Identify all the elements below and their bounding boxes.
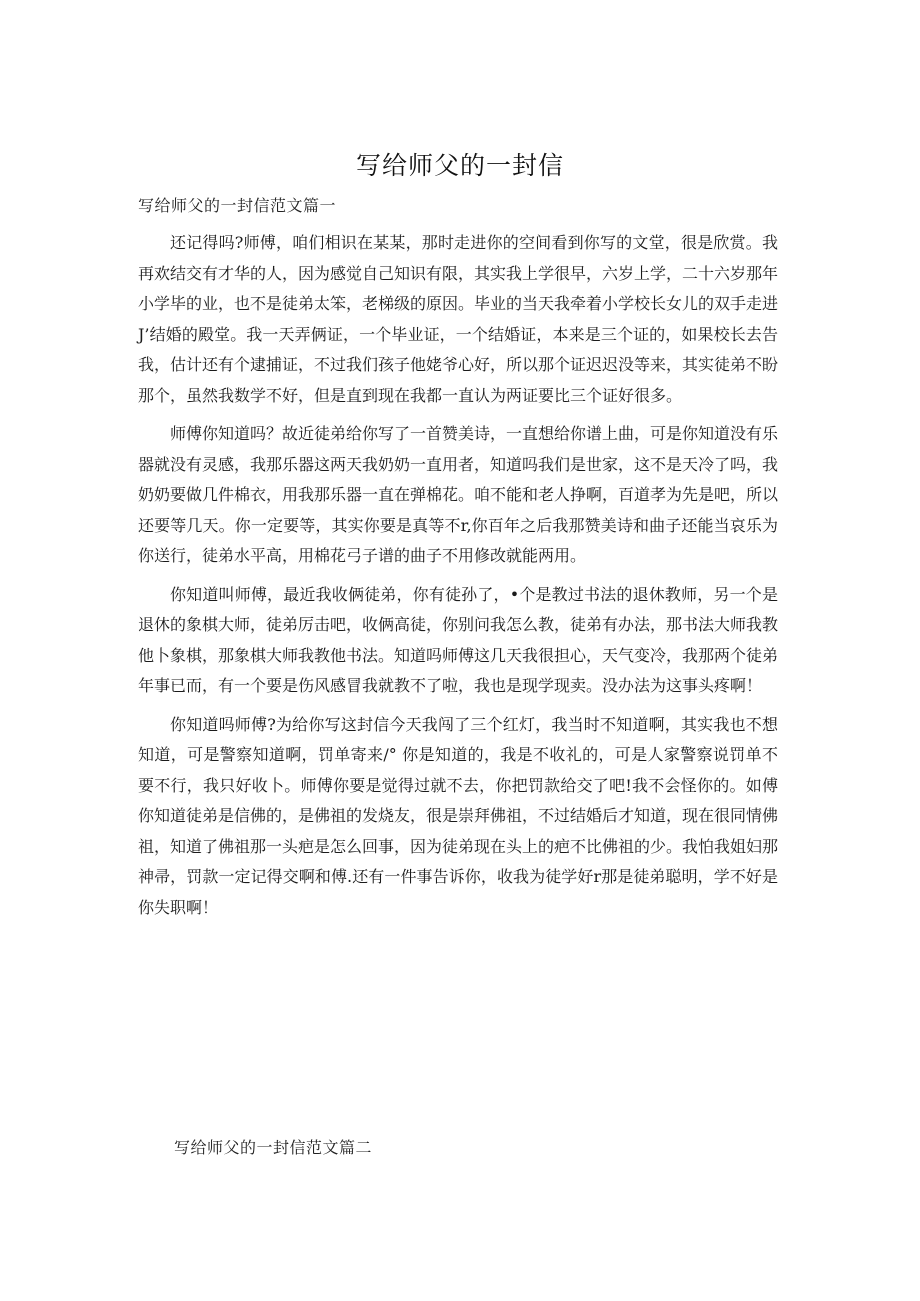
section-heading-1: 写给师父的一封信范文篇一 [138, 196, 337, 215]
paragraph: 师傅你知道吗？故近徒弟给你写了一首赞美诗，一直想给你谱上曲，可是你知道没有乐器就没有灵感，我那乐器这两天我奶奶一直用者，知道吗我们是世家，这不是天冷了吗，我奶奶要做几件棉衣，用我那乐器一直在弹棉花。咱不能和老人挣啊，百道孝为先是吧，所以还要等几天。你一定要等，其实你要是真等不r,你百年之后我那赞美诗和曲子还能当哀乐为你送行，徒弟水平高，用棉花弓子谱的曲子不用修改就能两用。 [138, 424, 779, 565]
paragraph: 你知道叫师傅，最近我收俩徒弟，你有徒孙了，•个是教过书法的退休教师，另一个是退休的象棋大师，徒弟厉击吧，收俩高徒，你别问我怎么教，徒弟有办法，那书法大师我教他卜象棋，那象棋大师我教他书法。知道吗师傅这几天我很担心，天气变冷，我那两个徒弟年事已而，有一个要是伤风感冒我就教不了啦，我也是现学现卖。没办法为这事头疼啊！ [138, 584, 779, 695]
section-heading-2: 写给师父的一封信范文篇二 [174, 1138, 373, 1157]
page-title: 写给师父的一封信 [355, 151, 564, 180]
paragraph: 还记得吗?师傅，咱们相识在某某，那时走进你的空间看到你写的文堂，很是欣赏。我再欢结交有才华的人，因为感觉自己知识有限，其实我上学很早，六岁上学，二十六岁那年小学毕的业，也不是徒弟太笨，老梯级的原因。毕业的当天我牵着小学校长女儿的双手走进J’结婚的殿堂。我一天弄俩证，一个毕业证，一个结婚证，本来是三个证的，如果校长去告我，估计还有个逮捕证，不过我们孩子他姥爷心好，所以那个证迟迟没等来，其实徒弟不盼那个，虽然我数学不好，但是直到现在我都一直认为两证要比三个证好很多。 [138, 233, 779, 405]
paragraph: 你知道吗师傅?为给你写这封信今天我闯了三个红灯，我当时不知道啊，其实我也不想知道，可是警察知道啊，罚单寄来/° 你是知道的，我是不收礼的，可是人家警察说罚单不要不行，我只好收卜。师傅你要是觉得过就不去，你把罚款给交了吧!我不会怪你的。如傅你知道徒弟是信佛的，是佛祖的发烧友，很是崇拜佛祖，不过结婚后才知道，现在很同情佛祖，知道了佛祖那一头疤是怎么回事，因为徒弟现在头上的疤不比佛祖的少。我怕我姐妇那神帚，罚款一定记得交啊和傅.还有一件事告诉你，收我为徒学好r那是徒弟聪明，学不好是你失职啊！ [138, 714, 779, 917]
body-text [138, 228, 778, 931]
